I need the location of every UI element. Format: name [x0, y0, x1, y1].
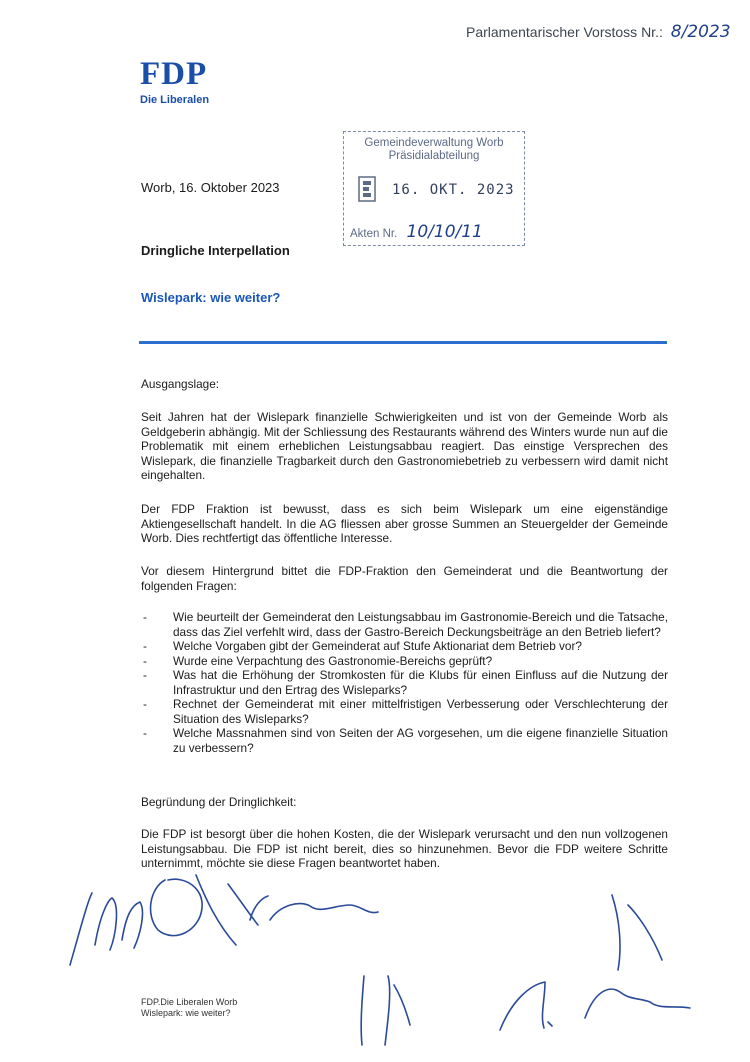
question-item: - Wie beurteilt der Gemeinderat den Leistungsabbau im Gastronomie-Bereich und die Tatsache, dass das Ziel verfehlt wird, dass der Gastro-Bereich Deckungsbeiträge an den Betrieb liefert?: [141, 610, 668, 639]
vorstoss-label: Parlamentarischer Vorstoss Nr.:: [466, 24, 663, 40]
paragraph-1: Seit Jahren hat der Wislepark finanzielle Schwierigkeiten und ist von der Gemeinde Worb als Geldgeberin abhängig. Mit der Schliessung des Restaurants während des Winters wurde nun auf die Problematik mit einem erheblichen Leistungsabbau reagiert. Das einstige Versprechen des Wislepark, die finanzielle Tragbarkeit durch den Gastronomiebetrieb zu verbessern wird damit nicht eingehalten.: [141, 410, 668, 482]
paragraph-3: Vor diesem Hintergrund bittet die FDP-Fraktion den Gemeinderat und die Beantwortung der folgenden Fragen:: [141, 564, 668, 593]
question-item: - Rechnet der Gemeinderat mit einer mittelfristigen Verbesserung oder Verschlechterung der Situation des Wisleparks?: [141, 697, 668, 726]
stamp-akten-label: Akten Nr.: [350, 228, 398, 240]
stamp-akten-number: 10/10/11: [406, 222, 483, 242]
question-item: - Welche Massnahmen sind von Seiten der AG vorgesehen, um die eigene finanzielle Situation zu verbessern?: [141, 726, 668, 755]
ausgangslage-label: Ausgangslage:: [141, 377, 220, 391]
begruendung-label: Begründung der Dringlichkeit:: [141, 795, 297, 809]
paragraph-4: Die FDP ist besorgt über die hohen Kosten, die der Wislepark verursacht und den nun vollzogenen Leistungsabbau. Die FDP ist nicht bereit, dies so hinzunehmen. Bevor die FDP weitere Schritte unternimmt, möchte sie diese Fragen beantwortet haben.: [141, 827, 668, 870]
logo-name: FDP: [140, 56, 208, 92]
question-item: - Wurde eine Verpachtung des Gastronomie-Bereichs geprüft?: [141, 654, 668, 669]
footer-line2: Wislepark: wie weiter?: [141, 1008, 231, 1018]
footer-line1: FDP.Die Liberalen Worb: [141, 997, 238, 1007]
question-item: - Welche Vorgaben gibt der Gemeinderat auf Stufe Aktionariat dem Betrieb vor?: [141, 639, 668, 654]
stamp-line1: Gemeindeverwaltung Worb: [364, 137, 504, 149]
stamp-line2: Präsidialabteilung: [388, 150, 480, 162]
place-date: Worb, 16. Oktober 2023: [141, 180, 280, 195]
document-type: Dringliche Interpellation: [141, 243, 290, 258]
vorstoss-number: 8/2023: [670, 22, 731, 42]
document-subject: Wislepark: wie weiter?: [141, 290, 281, 305]
paragraph-2: Der FDP Fraktion ist bewusst, dass es sich beim Wislepark um eine eigenständige Aktiengesellschaft handelt. In die AG fliessen aber grosse Summen an Steuergelder der Gemeinde Worb. Dies rechtfertigt das öffentliche Interesse.: [141, 502, 668, 545]
logo-subtitle: Die Liberalen: [140, 94, 210, 106]
footer: [141, 997, 237, 1019]
stamp-date: 16. OKT. 2023: [392, 182, 515, 198]
question-item: - Was hat die Erhöhung der Stromkosten für die Klubs für einen Einfluss auf die Nutzung der Infrastruktur und den Ertrag des Wisleparks?: [141, 668, 668, 697]
